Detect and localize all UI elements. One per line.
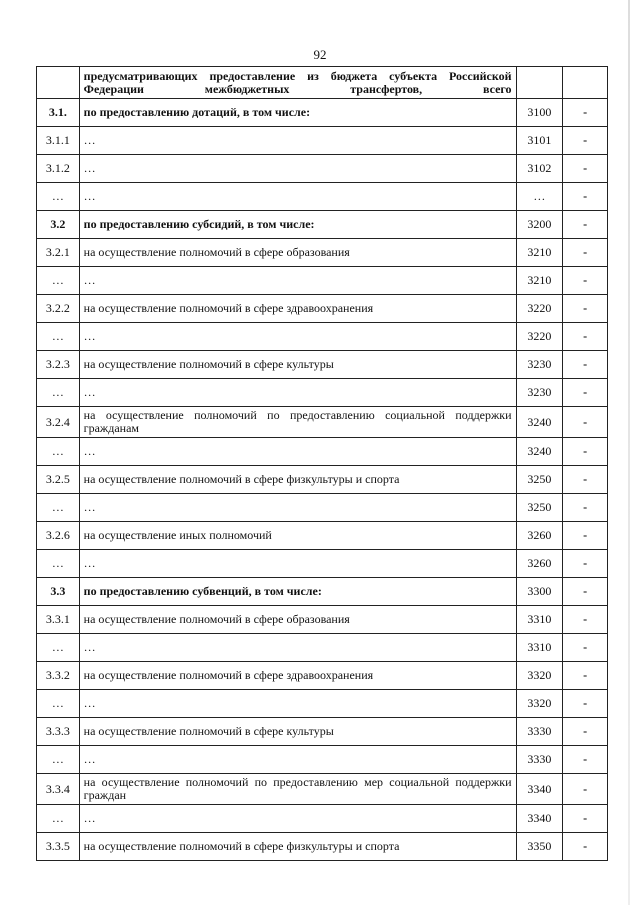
table-row [37, 578, 608, 606]
table-row [37, 746, 608, 774]
table-row [37, 351, 608, 379]
table-row [37, 267, 608, 295]
row-number-cell [37, 67, 80, 99]
row-number-cell: 3.1.2 [37, 155, 80, 183]
row-code-cell: 3350 [516, 833, 563, 861]
budget-transfers-table [36, 66, 608, 861]
row-code-cell: 3340 [516, 805, 563, 833]
row-number-cell: … [37, 323, 80, 351]
row-code-cell: 3102 [516, 155, 563, 183]
row-description-cell: … [79, 267, 516, 295]
table-row [37, 805, 608, 833]
row-description-cell: предусматривающих предоставление из бюджета субъекта Российской Федерации межбюджетных трансфертов, всего [79, 67, 516, 99]
row-number-cell: … [37, 267, 80, 295]
row-number-cell: 3.2 [37, 211, 80, 239]
row-description-cell: … [79, 494, 516, 522]
table-row [37, 127, 608, 155]
row-value-cell: - [563, 239, 608, 267]
row-code-cell: 3260 [516, 522, 563, 550]
row-description-cell: на осуществление полномочий в сфере физкультуры и спорта [79, 833, 516, 861]
row-code-cell: … [516, 183, 563, 211]
row-value-cell: - [563, 578, 608, 606]
row-description-cell: … [79, 438, 516, 466]
row-code-cell: 3210 [516, 267, 563, 295]
scan-edge-shadow [628, 0, 630, 905]
row-description-cell: по предоставлению субсидий, в том числе: [79, 211, 516, 239]
row-description-cell: … [79, 183, 516, 211]
row-value-cell: - [563, 351, 608, 379]
row-description-cell: на осуществление полномочий в сфере здравоохранения [79, 295, 516, 323]
row-value-cell: - [563, 127, 608, 155]
row-description-cell: по предоставлению субвенций, в том числе: [79, 578, 516, 606]
row-code-cell: 3230 [516, 379, 563, 407]
row-number-cell: … [37, 494, 80, 522]
row-code-cell: 3240 [516, 407, 563, 438]
row-number-cell: 3.2.2 [37, 295, 80, 323]
row-description-cell: на осуществление полномочий в сфере культуры [79, 351, 516, 379]
row-description-cell: на осуществление полномочий в сфере здравоохранения [79, 662, 516, 690]
row-number-cell: … [37, 634, 80, 662]
row-number-cell: 3.2.3 [37, 351, 80, 379]
table-row [37, 690, 608, 718]
table-row [37, 99, 608, 127]
row-code-cell: 3240 [516, 438, 563, 466]
table-row [37, 494, 608, 522]
row-number-cell: … [37, 805, 80, 833]
table-row [37, 239, 608, 267]
row-description-cell: на осуществление полномочий по предоставлению социальной поддержки гражданам [79, 407, 516, 438]
row-value-cell: - [563, 634, 608, 662]
row-value-cell: - [563, 774, 608, 805]
row-number-cell: 3.2.5 [37, 466, 80, 494]
row-value-cell: - [563, 183, 608, 211]
table-row [37, 833, 608, 861]
row-value-cell: - [563, 494, 608, 522]
row-number-cell: 3.3.1 [37, 606, 80, 634]
table-body [37, 67, 608, 861]
row-code-cell: 3230 [516, 351, 563, 379]
table-row [37, 718, 608, 746]
row-description-cell: на осуществление полномочий в сфере образования [79, 239, 516, 267]
table-row [37, 67, 608, 99]
table-row [37, 155, 608, 183]
row-code-cell: 3330 [516, 746, 563, 774]
row-number-cell: 3.2.4 [37, 407, 80, 438]
row-number-cell: 3.2.6 [37, 522, 80, 550]
row-description-cell: на осуществление полномочий в сфере физкультуры и спорта [79, 466, 516, 494]
row-description-cell: … [79, 690, 516, 718]
row-description-cell: на осуществление иных полномочий [79, 522, 516, 550]
row-code-cell: 3220 [516, 323, 563, 351]
table-row [37, 211, 608, 239]
row-code-cell: 3300 [516, 578, 563, 606]
row-value-cell: - [563, 379, 608, 407]
row-number-cell: 3.3.3 [37, 718, 80, 746]
row-description-cell: … [79, 746, 516, 774]
table-row [37, 522, 608, 550]
row-code-cell: 3250 [516, 494, 563, 522]
row-number-cell: 3.1.1 [37, 127, 80, 155]
row-value-cell: - [563, 606, 608, 634]
row-description-cell: … [79, 634, 516, 662]
row-value-cell: - [563, 407, 608, 438]
row-description-cell: по предоставлению дотаций, в том числе: [79, 99, 516, 127]
row-number-cell: 3.3.4 [37, 774, 80, 805]
row-code-cell: 3310 [516, 634, 563, 662]
row-value-cell: - [563, 690, 608, 718]
row-value-cell: - [563, 550, 608, 578]
row-description-cell: на осуществление полномочий по предоставлению мер социальной поддержки граждан [79, 774, 516, 805]
row-value-cell [563, 67, 608, 99]
row-number-cell: 3.1. [37, 99, 80, 127]
row-code-cell: 3310 [516, 606, 563, 634]
row-value-cell: - [563, 833, 608, 861]
row-number-cell: … [37, 746, 80, 774]
row-code-cell [516, 67, 563, 99]
row-value-cell: - [563, 295, 608, 323]
row-code-cell: 3320 [516, 662, 563, 690]
row-value-cell: - [563, 155, 608, 183]
row-number-cell: … [37, 550, 80, 578]
row-code-cell: 3220 [516, 295, 563, 323]
row-code-cell: 3101 [516, 127, 563, 155]
row-value-cell: - [563, 267, 608, 295]
row-description-cell: на осуществление полномочий в сфере образования [79, 606, 516, 634]
row-description-cell: … [79, 550, 516, 578]
row-value-cell: - [563, 99, 608, 127]
row-code-cell: 3200 [516, 211, 563, 239]
row-code-cell: 3340 [516, 774, 563, 805]
row-code-cell: 3250 [516, 466, 563, 494]
row-code-cell: 3210 [516, 239, 563, 267]
row-description-cell: … [79, 127, 516, 155]
row-value-cell: - [563, 211, 608, 239]
row-number-cell: … [37, 183, 80, 211]
table-row [37, 774, 608, 805]
row-description-cell: … [79, 323, 516, 351]
table-row [37, 550, 608, 578]
row-value-cell: - [563, 662, 608, 690]
row-code-cell: 3320 [516, 690, 563, 718]
table-row [37, 662, 608, 690]
page-number: 92 [313, 47, 327, 62]
table-row [37, 295, 608, 323]
table-row [37, 438, 608, 466]
table-row [37, 323, 608, 351]
row-value-cell: - [563, 718, 608, 746]
row-code-cell: 3100 [516, 99, 563, 127]
row-description-cell: на осуществление полномочий в сфере культуры [79, 718, 516, 746]
row-description-cell: … [79, 805, 516, 833]
row-code-cell: 3260 [516, 550, 563, 578]
row-code-cell: 3330 [516, 718, 563, 746]
row-value-cell: - [563, 522, 608, 550]
table-row [37, 466, 608, 494]
row-number-cell: 3.2.1 [37, 239, 80, 267]
row-value-cell: - [563, 466, 608, 494]
table-row [37, 634, 608, 662]
row-value-cell: - [563, 438, 608, 466]
row-description-cell: … [79, 379, 516, 407]
table-row [37, 379, 608, 407]
row-number-cell: … [37, 438, 80, 466]
table-row [37, 407, 608, 438]
row-value-cell: - [563, 805, 608, 833]
row-description-cell: … [79, 155, 516, 183]
row-number-cell: … [37, 690, 80, 718]
row-value-cell: - [563, 323, 608, 351]
table-row [37, 183, 608, 211]
row-number-cell: … [37, 379, 80, 407]
row-value-cell: - [563, 746, 608, 774]
row-number-cell: 3.3 [37, 578, 80, 606]
table-row [37, 606, 608, 634]
row-number-cell: 3.3.2 [37, 662, 80, 690]
row-number-cell: 3.3.5 [37, 833, 80, 861]
